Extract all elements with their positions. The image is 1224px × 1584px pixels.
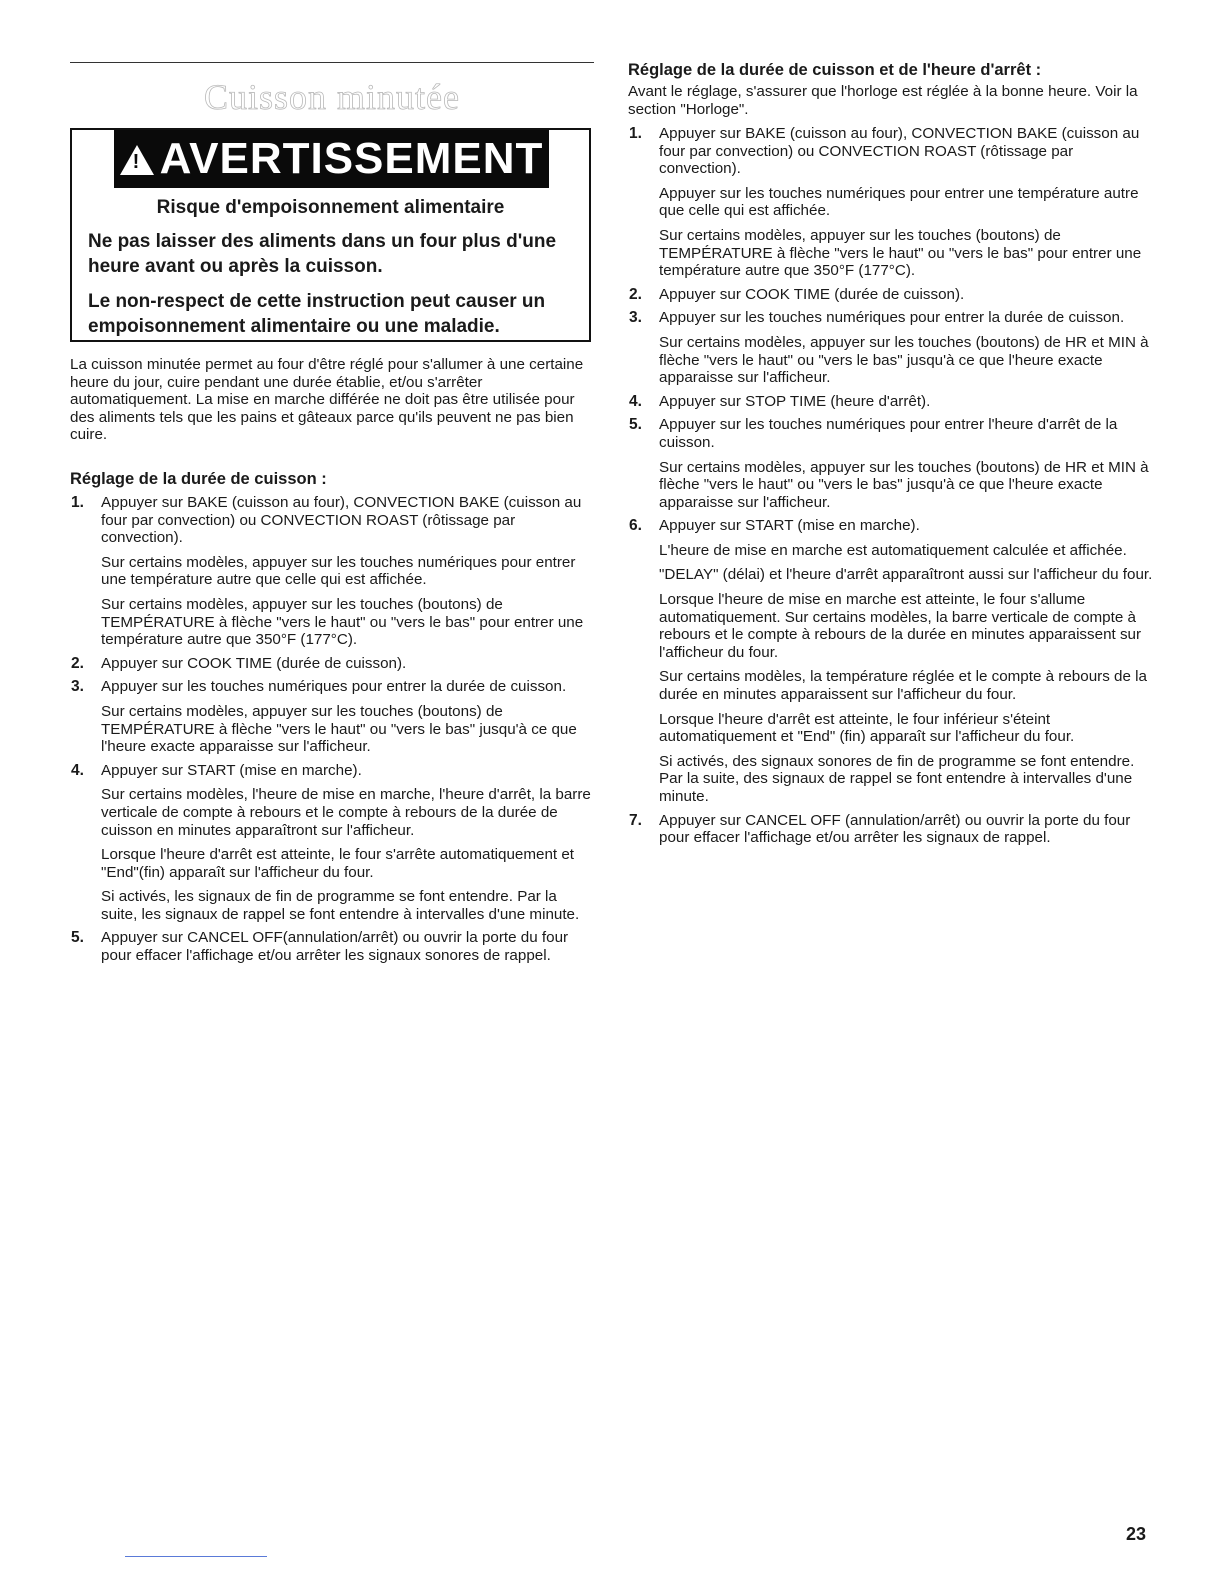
step-text: Appuyer sur COOK TIME (durée de cuisson). bbox=[659, 285, 965, 303]
step-number: 3. bbox=[629, 309, 642, 327]
step-text: Lorsque l'heure d'arrêt est atteinte, le four inférieur s'éteint automatiquement et "End" (fin) apparaît sur l'afficheur du four. bbox=[659, 710, 1075, 746]
step-item bbox=[628, 812, 1154, 847]
step-item bbox=[70, 929, 594, 964]
step-number: 5. bbox=[629, 416, 642, 434]
step-text: Lorsque l'heure d'arrêt est atteinte, le four s'arrête automatiquement et "End"(fin) apparaît sur l'afficheur du four. bbox=[101, 846, 575, 881]
warning-triangle-icon bbox=[120, 145, 154, 175]
step-text: Appuyer sur CANCEL OFF (annulation/arrêt) ou ouvrir la porte du four pour effacer l'affichage et/ou arrêter les signaux de rappel. bbox=[659, 811, 1131, 847]
step-text: Si activés, des signaux sonores de fin de programme se font entendre. Par la suite, des signaux de rappel se font entendre à intervalles d'une minute. bbox=[659, 752, 1135, 805]
step-text: Appuyer sur CANCEL OFF(annulation/arrêt) ou ouvrir la porte du four pour effacer l'affichage et/ou arrêter les signaux sonores de rappel. bbox=[101, 929, 569, 965]
step-number: 5. bbox=[71, 929, 84, 947]
step-item bbox=[628, 517, 1154, 805]
step-text: Appuyer sur COOK TIME (durée de cuisson). bbox=[101, 654, 407, 672]
step-text: "DELAY" (délai) et l'heure d'arrêt apparaîtront aussi sur l'afficheur du four. bbox=[659, 566, 1153, 584]
section-title: Cuisson minutée bbox=[204, 77, 460, 117]
step-text: Sur certains modèles, appuyer sur les touches (boutons) de HR et MIN à flèche "vers le haut" ou "vers le bas" jusqu'à ce que l'heure exacte apparaisse sur l'afficheur. bbox=[659, 458, 1149, 511]
step-item bbox=[70, 655, 594, 673]
header-rule bbox=[70, 62, 594, 63]
step-number: 3. bbox=[71, 678, 84, 696]
right-steps-list bbox=[628, 125, 1154, 847]
warning-line-1: Ne pas laisser des aliments dans un four plus d'une heure avant ou après la cuisson. bbox=[88, 231, 557, 277]
step-text: Appuyer sur les touches numériques pour entrer l'heure d'arrêt de la cuisson. bbox=[659, 416, 1118, 451]
step-text: Si activés, les signaux de fin de programme se font entendre. Par la suite, les signaux de rappel se font entendre à intervalles d'une minute. bbox=[101, 888, 580, 923]
step-item bbox=[628, 286, 1154, 304]
step-text: Appuyer sur BAKE (cuisson au four), CONVECTION BAKE (cuisson au four par convection) ou CONVECTION ROAST (rôtissage par convection). bbox=[101, 494, 582, 547]
left-steps-list bbox=[70, 494, 594, 965]
step-number: 7. bbox=[629, 811, 642, 829]
intro-paragraph: La cuisson minutée permet au four d'être réglé pour s'allumer à une certaine heure du jour, cuire pendant une durée établie, et/ou s'arrêter automatiquement. La mise en marche différée ne doit pas être utilisée pour des aliments tels que les pains et gâteaux parce qu'ils peuvent ne pas bien cuire. bbox=[70, 356, 584, 444]
step-number: 4. bbox=[71, 761, 84, 779]
step-item bbox=[628, 309, 1154, 386]
step-text: Sur certains modèles, appuyer sur les touches numériques pour entrer une température autre que celle qui est affichée. bbox=[101, 553, 576, 589]
step-text: Appuyer sur STOP TIME (heure d'arrêt). bbox=[659, 392, 931, 410]
page-number: 23 bbox=[1126, 1524, 1147, 1544]
step-item bbox=[628, 125, 1154, 280]
step-text: Sur certains modèles, la température réglée et le compte à rebours de la durée en minutes apparaissent sur l'afficheur du four. bbox=[659, 668, 1147, 704]
step-text: Sur certains modèles, l'heure de mise en marche, l'heure d'arrêt, la barre verticale de compte à rebours et le compte à rebours de la durée de cuisson en minutes apparaîtront sur l'afficheur. bbox=[101, 786, 591, 839]
step-text: Appuyer sur les touches numériques pour entrer la durée de cuisson. bbox=[101, 678, 567, 696]
step-item bbox=[628, 393, 1154, 411]
step-text: Appuyer sur START (mise en marche). bbox=[659, 517, 920, 535]
warning-box bbox=[70, 128, 591, 342]
step-item bbox=[70, 678, 594, 755]
warning-header bbox=[114, 130, 549, 188]
step-text: Sur certains modèles, appuyer sur les touches (boutons) de TEMPÉRATURE à flèche "vers le haut" ou "vers le bas" pour entrer une température autre que 350°F (177°C). bbox=[101, 595, 584, 649]
step-text: Appuyer sur les touches numériques pour entrer la durée de cuisson. bbox=[659, 309, 1125, 327]
footer-link-line bbox=[125, 1556, 267, 1557]
step-text: Appuyer sur BAKE (cuisson au four), CONVECTION BAKE (cuisson au four par convection) ou CONVECTION ROAST (rôtissage par convection). bbox=[659, 125, 1140, 178]
step-item bbox=[70, 762, 594, 924]
step-text: L'heure de mise en marche est automatiquement calculée et affichée. bbox=[659, 541, 1127, 559]
step-number: 1. bbox=[629, 125, 642, 142]
step-item bbox=[70, 494, 594, 649]
left-section-heading: Réglage de la durée de cuisson : bbox=[70, 470, 327, 488]
step-text: Appuyer sur les touches numériques pour entrer une température autre que celle qui est affichée. bbox=[659, 184, 1139, 220]
warning-header-label: AVERTISSEMENT bbox=[159, 134, 544, 183]
step-text: Sur certains modèles, appuyer sur les touches (boutons) de TEMPÉRATURE à flèche "vers le haut" ou "vers le bas" jusqu'à ce que l'heure exacte apparaisse sur l'afficheur. bbox=[101, 702, 577, 756]
right-section-heading: Réglage de la durée de cuisson et de l'heure d'arrêt : bbox=[628, 61, 1042, 79]
step-text: Lorsque l'heure de mise en marche est atteinte, le four s'allume automatiquement. Sur certains modèles, la barre verticale de compte à rebours et le compte à rebours de la durée en minutes apparaissent sur l'afficheur du four. bbox=[659, 591, 1142, 661]
step-number: 2. bbox=[71, 654, 84, 672]
step-number: 4. bbox=[629, 392, 642, 410]
step-text: Appuyer sur START (mise en marche). bbox=[101, 761, 362, 779]
step-text: Sur certains modèles, appuyer sur les touches (boutons) de TEMPÉRATURE à flèche "vers le haut" ou "vers le bas" pour entrer une température autre que 350°F (177°C). bbox=[659, 226, 1142, 280]
step-number: 2. bbox=[629, 285, 642, 303]
step-text: Sur certains modèles, appuyer sur les touches (boutons) de HR et MIN à flèche "vers le haut" ou "vers le bas" jusqu'à ce que l'heure exacte apparaisse sur l'afficheur. bbox=[659, 333, 1149, 387]
warning-line-2: Le non-respect de cette instruction peut causer un empoisonnement alimentaire ou une maladie. bbox=[88, 291, 546, 337]
right-intro-paragraph: Avant le réglage, s'assurer que l'horloge est réglée à la bonne heure. Voir la section "Horloge". bbox=[628, 83, 1138, 118]
step-number: 1. bbox=[71, 494, 84, 511]
step-item bbox=[628, 416, 1154, 511]
warning-subtitle: Risque d'empoisonnement alimentaire bbox=[156, 197, 505, 218]
step-number: 6. bbox=[629, 517, 642, 535]
